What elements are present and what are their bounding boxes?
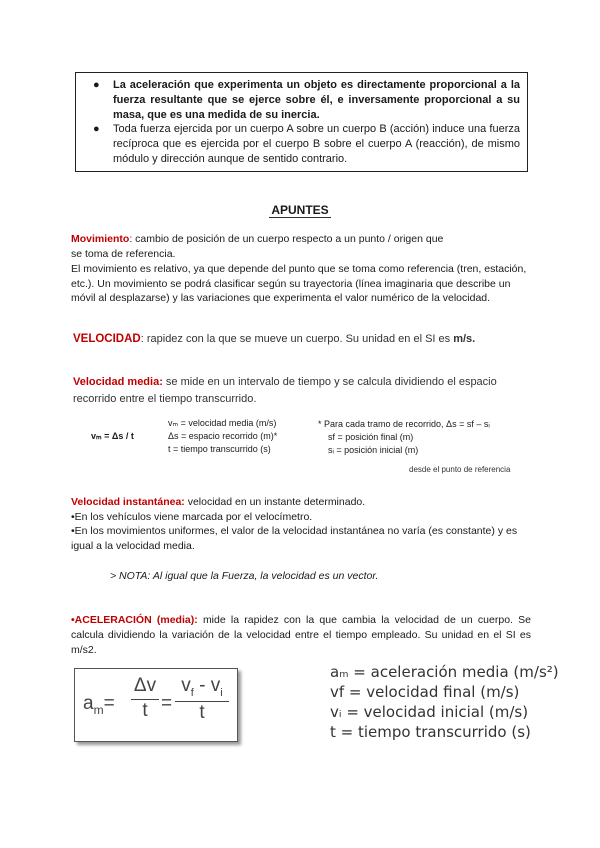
vmedia-legend: vₘ = velocidad media (m/s) Δs = espacio recorrido (m)* t = tiempo transcurrido (s) bbox=[168, 418, 278, 454]
vmedia-term: Velocidad media: bbox=[73, 376, 163, 388]
movimiento-paragraph: El movimiento es relativo, ya que depende del punto que se toma como referencia (tren, estación, etc.). Un movimiento se podrá clasificar según su trayectoria (línea imaginaria que describe un móvil al desplazarse) y las variaciones que experimenta el valor numérico de la velocidad. bbox=[71, 263, 527, 304]
movimiento-term: Movimiento bbox=[71, 233, 130, 245]
bullet-marker: ● bbox=[93, 79, 100, 91]
bullet-text: La aceleración que experimenta un objeto es directamente proporcional a la fuerza resultante que se ejerce sobre él, e inversamente proporcional a su masa, que es una medida de su inercia. bbox=[113, 79, 520, 121]
bullet-newton-second bbox=[93, 78, 520, 123]
vinst-block: Velocidad instantánea: velocidad en un instante determinado. •En los vehículos viene marcada por el velocímetro. •En los movimientos uniformes, el valor de la velocidad instantánea no varía (es constante) y es igual a la velocidad media. bbox=[71, 496, 518, 552]
aceleracion-formula-box: $a_m=$ Δv t = $v_f - v_i$ t bbox=[74, 668, 238, 742]
movimiento-definition: Movimiento: cambio de posición de un cuerpo respecto a un punto / origen que se toma de referencia. bbox=[71, 233, 444, 260]
vmedia-definition: Velocidad media: se mide en un intervalo de tiempo y se calcula dividiendo el espacio recorrido entre el tiempo transcurrido. bbox=[73, 376, 497, 405]
velocidad-term: VELOCIDAD bbox=[73, 333, 141, 345]
formula-fraction-1: Δv t bbox=[131, 675, 159, 722]
vinst-term: Velocidad instantánea: bbox=[71, 496, 185, 508]
formula-fraction-2: $v_f - v_i$ t bbox=[175, 675, 229, 724]
vmedia-reference: desde el punto de referencia bbox=[409, 465, 511, 474]
vmedia-note: * Para cada tramo de recorrido, Δs = sf – sᵢ sf = posición final (m) sᵢ = posición inicial (m) bbox=[318, 419, 490, 455]
bullet-newton-third bbox=[93, 122, 520, 167]
aceleracion-definition: •ACELERACIÓN (media): mide la rapidez con la que cambia la velocidad de un cuerpo. Se calcula dividiendo la variación de la velocidad entre el tiempo empleado. Su unidad en el SI es m/s2. bbox=[71, 614, 531, 656]
vinst-nota: > NOTA: Al igual que la Fuerza, la velocidad es un vector. bbox=[110, 570, 379, 582]
aceleracion-legend: aₘ = aceleración media (m/s²) vf = velocidad final (m/s) vᵢ = velocidad inicial (m/s) t = tiempo transcurrido (s) bbox=[330, 663, 559, 741]
bullet-marker: ● bbox=[93, 123, 100, 135]
bullet-text: Toda fuerza ejercida por un cuerpo A sobre un cuerpo B (acción) induce una fuerza recíproca que es ejercida por el cuerpo B sobre el cuerpo A (reacción), de mismo módulo y dirección aunque de sentido contrario. bbox=[113, 123, 520, 165]
aceleracion-term: •ACELERACIÓN (media): bbox=[71, 614, 198, 626]
velocidad-definition: VELOCIDAD: rapidez con la que se mueve un cuerpo. Su unidad en el SI es m/s. bbox=[73, 333, 476, 345]
vmedia-formula: vₘ = Δs / t bbox=[91, 431, 134, 441]
formula-lhs: $a_m=$ bbox=[83, 693, 115, 717]
page-heading: APUNTES bbox=[271, 203, 329, 217]
